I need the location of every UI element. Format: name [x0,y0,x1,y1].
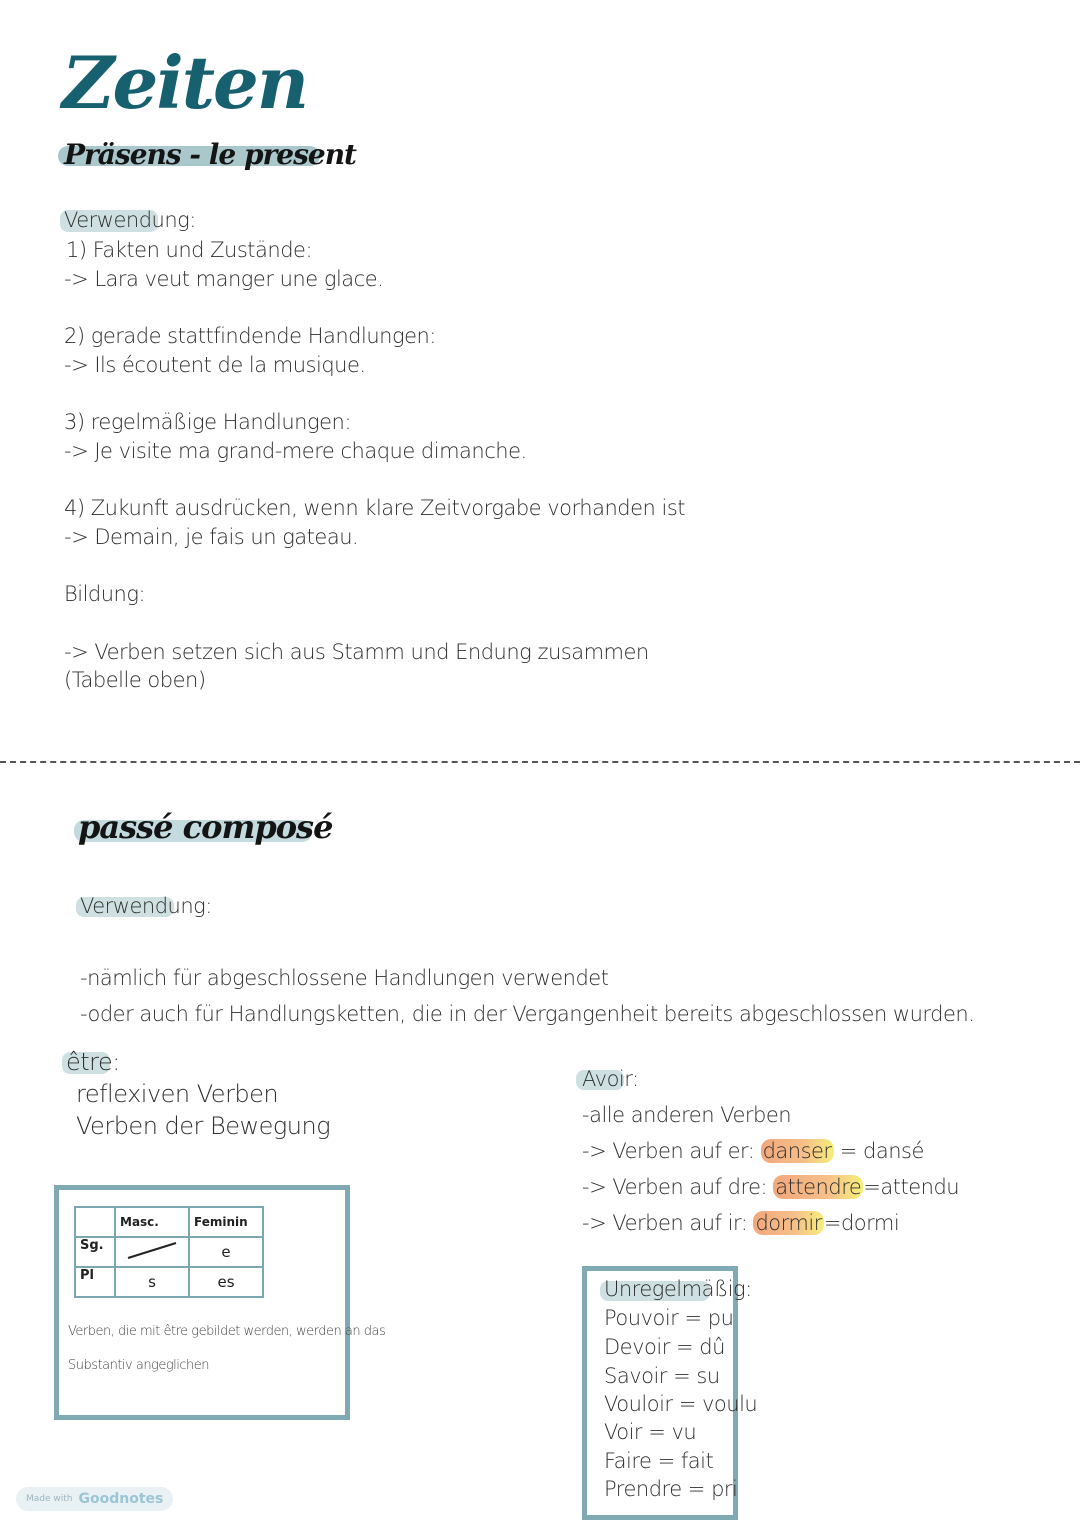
present-heading: Präsens - le present [64,138,356,171]
agreement-note: Verben, die mit être gebildet werden, werden an das [68,1324,386,1339]
table-header: Feminin [189,1207,263,1237]
avoir-line-text: -> Verben auf ir: [582,1211,754,1235]
bildung-label: Bildung: [64,582,146,606]
avoir-line [582,1139,924,1163]
table-cell: es [189,1267,263,1297]
avoir-line-text: =dormi [823,1211,900,1235]
avoir-line-text: -alle anderen Verben [582,1103,792,1127]
avoir-line-text: -> Verben auf dre: [582,1175,774,1199]
table-corner-cell [75,1207,115,1237]
agreement-note: Substantiv angeglichen [68,1358,210,1373]
table-row-label: Pl [75,1267,115,1297]
passe-verwendung-label: Verwendung: [80,894,212,918]
irregular-item: Vouloir = voulu [604,1392,758,1416]
passe-heading: passé composé [78,808,333,846]
agreement-table [74,1206,264,1298]
irregular-item: Prendre = pri [604,1477,738,1501]
avoir-line-text: =attendu [863,1175,960,1199]
avoir-line [582,1211,899,1235]
present-verwendung-label: Verwendung: [64,208,196,232]
strike-mark [124,1239,180,1261]
irregular-item: Voir = vu [604,1420,697,1444]
avoir-verb-highlight: danser [762,1139,832,1163]
avoir-line [582,1103,791,1127]
avoir-verb-highlight: attendre [775,1175,862,1199]
badge-brand-text: Goodnotes [78,1491,164,1507]
irregular-item: Devoir = dû [604,1335,725,1359]
avoir-line-text: -> Verben auf er: [582,1139,761,1163]
avoir-label: Avoir: [582,1067,639,1091]
goodnotes-badge[interactable] [16,1487,173,1511]
badge-small-text: Made with [26,1494,73,1504]
irregular-label: Unregelmäßig: [604,1277,752,1301]
present-point-example: -> Lara veut manger une glace. [64,267,384,291]
present-point-label: 4) Zukunft ausdrücken, wenn klare Zeitvorgabe vorhanden ist [64,496,686,520]
present-point-label: 3) regelmäßige Handlungen: [64,410,351,434]
table-header: Masc. [115,1207,189,1237]
page-title: Zeiten [62,40,308,125]
table-cell: s [115,1267,189,1297]
passe-use: -oder auch für Handlungsketten, die in der Vergangenheit bereits abgeschlossen wurden. [80,1002,975,1026]
section-divider [0,761,1080,763]
irregular-item: Pouvoir = pu [604,1306,734,1330]
irregular-item: Faire = fait [604,1449,714,1473]
etre-label: être: [66,1048,120,1076]
irregular-item: Savoir = su [604,1364,720,1388]
etre-item: reflexiven Verben [76,1080,279,1108]
present-point-example: -> Je visite ma grand-mere chaque dimanche. [64,439,527,463]
avoir-line [582,1175,959,1199]
present-point-example: -> Demain, je fais un gateau. [64,525,359,549]
avoir-line-text: = dansé [833,1139,924,1163]
etre-item: Verben der Bewegung [76,1112,331,1140]
bildung-line: -> Verben setzen sich aus Stamm und Endung zusammen [64,640,649,664]
avoir-verb-highlight: dormir [755,1211,822,1235]
bildung-line: (Tabelle oben) [64,668,206,692]
present-point-label: 1) Fakten und Zustände: [66,238,313,262]
table-cell-strike [115,1237,189,1267]
passe-use: -nämlich für abgeschlossene Handlungen verwendet [80,966,609,990]
present-point-label: 2) gerade stattfindende Handlungen: [64,324,436,348]
table-cell: e [189,1237,263,1267]
present-point-example: -> Ils écoutent de la musique. [64,353,366,377]
table-row-label: Sg. [75,1237,115,1267]
